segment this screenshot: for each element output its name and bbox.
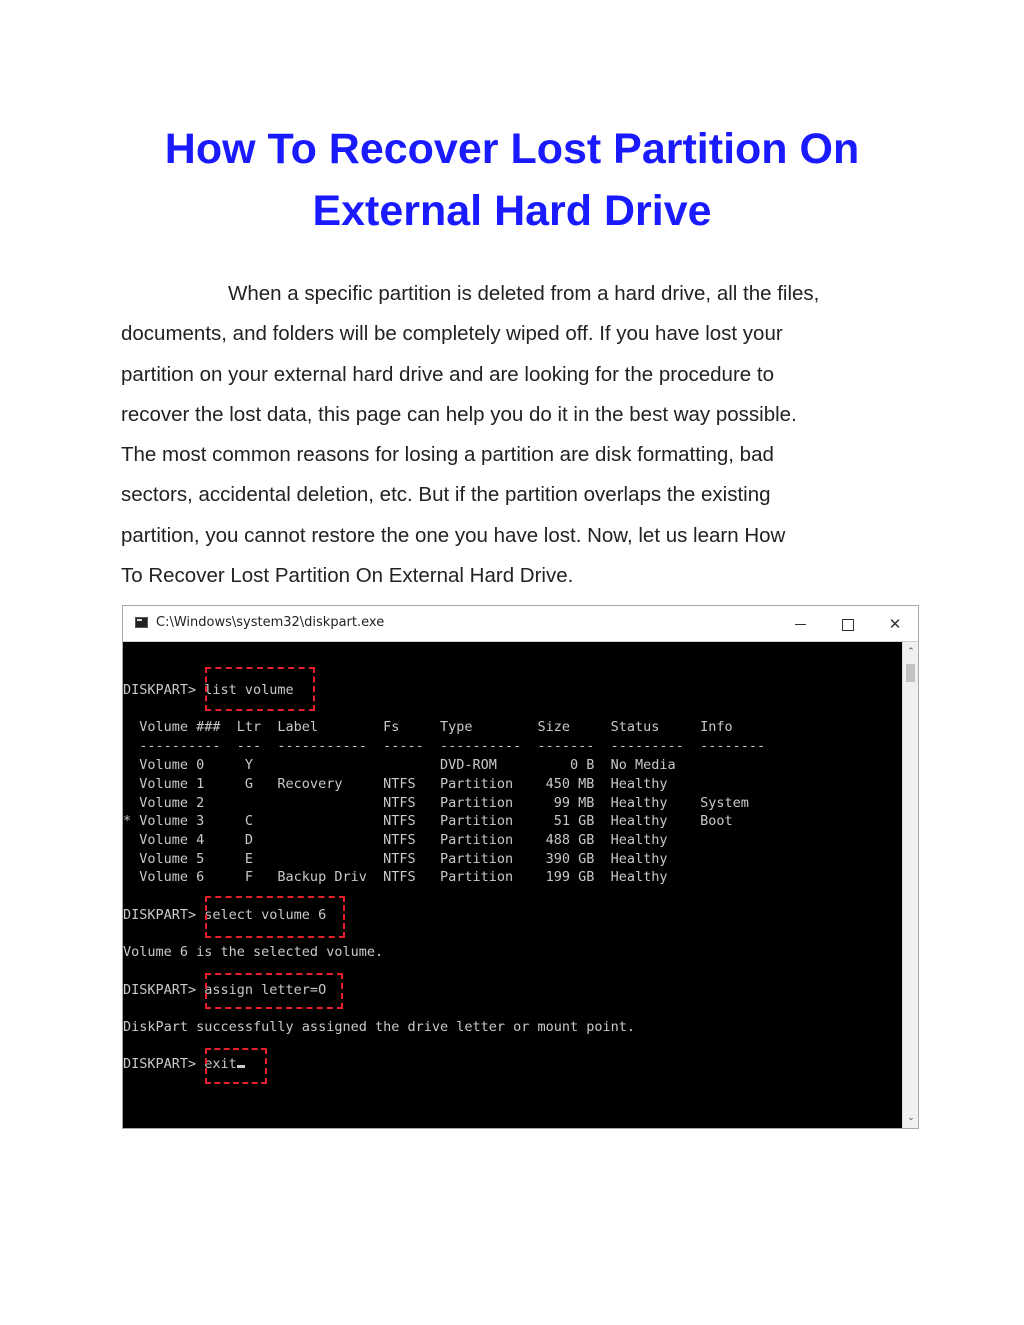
console-line: * Volume 3 C NTFS Partition 51 GB Healthy Boot — [123, 813, 733, 829]
paragraph-line: When a specific partition is deleted from a hard drive, all the files, — [228, 282, 820, 305]
paragraph-line: partition on your external hard drive and are looking for the procedure to — [121, 362, 774, 386]
highlight-assign-letter — [205, 973, 343, 1009]
console-output[interactable] — [123, 642, 903, 1128]
close-button[interactable] — [880, 610, 910, 638]
paragraph-line: recover the lost data, this page can help you do it in the best way possible. — [121, 402, 797, 426]
window-title: C:\Windows\system32\diskpart.exe — [156, 615, 385, 630]
highlight-list-volume — [205, 667, 315, 711]
console-app-icon — [135, 617, 148, 628]
minimize-icon — [795, 624, 806, 625]
console-line: Volume 6 F Backup Driv NTFS Partition 199 GB Healthy — [123, 869, 668, 885]
console-line: DiskPart successfully assigned the drive letter or mount point. — [123, 1019, 636, 1035]
scroll-up-icon[interactable]: ⌃ — [907, 647, 915, 657]
minimize-button[interactable] — [785, 610, 815, 638]
exit-command-text: DISKPART> exit — [123, 1056, 237, 1072]
window-titlebar[interactable] — [123, 606, 918, 642]
scroll-down-icon[interactable]: ⌄ — [907, 1113, 915, 1123]
intro-paragraph — [121, 274, 921, 596]
console-line: Volume 6 is the selected volume. — [123, 944, 384, 960]
close-icon: ✕ — [888, 615, 902, 633]
highlight-exit — [205, 1048, 267, 1084]
console-line: ---------- --- ----------- ----- ---------- ------- --------- -------- — [123, 738, 766, 754]
paragraph-line: documents, and folders will be completely wiped off. If you have lost your — [121, 322, 783, 346]
paragraph-line: partition, you cannot restore the one you have lost. Now, let us learn How — [121, 523, 786, 547]
console-line: Volume 5 E NTFS Partition 390 GB Healthy — [123, 851, 668, 867]
page-title — [100, 118, 924, 242]
diskpart-console-window — [122, 605, 919, 1129]
console-line: Volume 0 Y DVD-ROM 0 B No Media — [123, 757, 676, 773]
console-line: Volume 2 NTFS Partition 99 MB Healthy System — [123, 795, 749, 811]
scroll-thumb[interactable] — [906, 664, 915, 682]
console-line: DISKPART> assign letter=O — [123, 982, 327, 998]
title-line-2: External Hard Drive — [312, 187, 712, 235]
title-line-1: How To Recover Lost Partition On — [164, 125, 860, 173]
console-line: Volume 4 D NTFS Partition 488 GB Healthy — [123, 832, 668, 848]
highlight-select-volume — [205, 896, 345, 938]
console-line: DISKPART> select volume 6 — [123, 907, 327, 923]
vertical-scrollbar[interactable] — [902, 642, 918, 1128]
maximize-icon — [842, 619, 854, 631]
console-line: Volume ### Ltr Label Fs Type Size Status Info — [123, 719, 733, 735]
paragraph-line: sectors, accidental deletion, etc. But if the partition overlaps the existing — [121, 483, 771, 507]
console-line: Volume 1 G Recovery NTFS Partition 450 MB Healthy — [123, 776, 668, 792]
paragraph-line: To Recover Lost Partition On External Hard Drive. — [121, 564, 574, 588]
console-line: DISKPART> list volume — [123, 682, 294, 698]
maximize-button[interactable] — [833, 610, 863, 638]
paragraph-line: The most common reasons for losing a partition are disk formatting, bad — [121, 443, 774, 467]
